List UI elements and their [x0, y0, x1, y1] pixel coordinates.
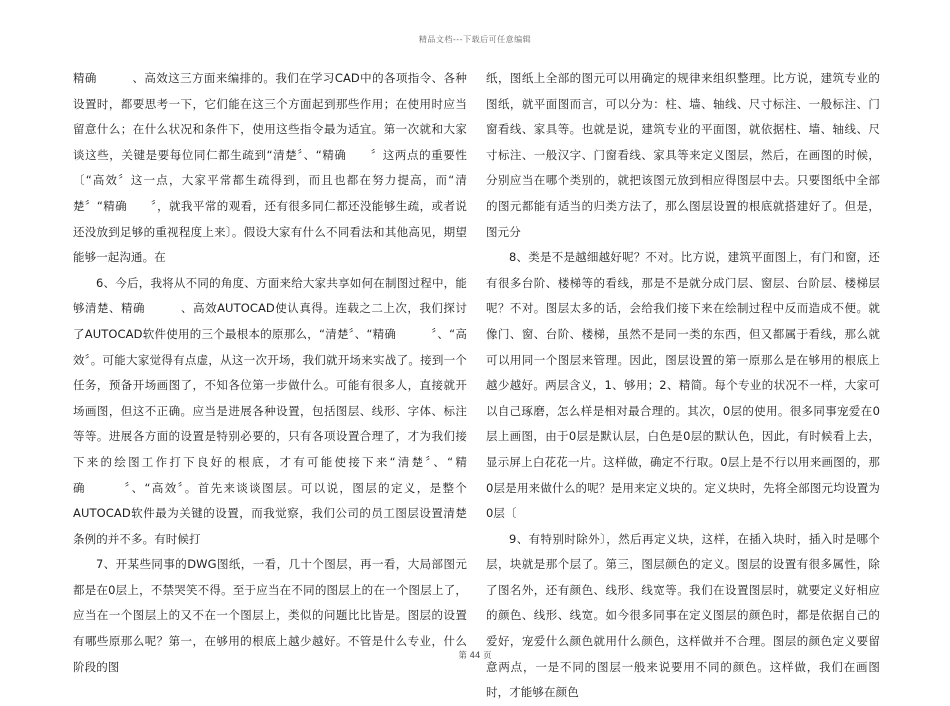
- paragraph: 8、类是不是越细越好呢？不对。比方说，建筑平面图上，有门和窗，还有很多台阶、楼梯等的看线，那是不是就分成门层、窗层、台阶层、楼梯层呢？不对。图层太多的话，会给我们接下来在绘制过程中反而造成不便。就像门、窗、台阶、楼梯，虽然不是同一类的东西，但又都属于看线，那么就可以用同一个图层来管理。因此，图层设置的第一原那么是在够用的根底上越少越好。两层含义，1、够用；2、精简。每个专业的状况不一样，大家可以自己琢磨，怎么样是相对最合理的。其次，0层的使用。很多同事宠爱在0层上画图，由于0层是默认层，白色是0层的默认色，因此，有时候看上去，显示屏上白花花一片。这样做，确定不行取。0层上是不行以用来画图的，那0层是用来做什么的呢？是用来定义块的。定义块时，先将全部图元均设置为0层〔: [486, 250, 880, 521]
- page-number: 第 44 页: [458, 651, 492, 661]
- paragraph: 精确 、高效这三方面来编排的。我们在学习CAD中的各项指令、各种设置时，都要思考一下，它们能在这三个方面起到那些作用；在使用时应当留意什么；在什么状况和条件下，使用这些指令最为适宜。第一次就和大家谈这些，关键是要每位同仁都生疏到“清楚〞、“精确 〞这两点的重要性〔“高效〞这一点，大家平常都生疏得到，而且也都在努力提高，而“清楚〞“精确 〞，就我平常的观看，还有很多同仁都还没能够生疏，或者说还没放到足够的重视程度上来〕。假设大家有什么不同看法和其他高见，期望能够一起沟通。在: [73, 71, 467, 265]
- left-column: [73, 66, 467, 680]
- paragraph: 9、有特别时除外〕，然后再定义块，这样，在插入块时，插入时是哪个层，块就是那个层了。第三，图层颜色的定义。图层的设置有很多属性，除了图名外，还有颜色、线形、线宽等。我们在设置图层时，就要定义好相应的颜色、线形、线宽。如今很多同事在定义图层的颜色时，都是依据自己的爱好，宠爱什么颜色就用什么颜色，这样做并不合理。图层的颜色定义要留意两点，一是不同的图层一般来说要用不同的颜色。这样做，我们在画图时，才能够在颜色: [486, 531, 880, 700]
- page-header: 精品文档---下载后可任意编辑: [418, 35, 532, 44]
- paragraph: 7、开某些同事的DWG图纸，一看，几十个图层，再一看，大局部图元都是在0层上，不禁哭笑不得。至于应当在不同的图层上的在一个图层上了，应当在一个图层上的又不在一个图层上，类似的问题比比皆是。图层的设置有哪些原那么呢？第一，在够用的根底上越少越好。不管是什么专业，什么阶段的图: [73, 557, 467, 674]
- paragraph: 纸，图纸上全部的图元可以用确定的规律来组织整理。比方说，建筑专业的图纸，就平面图而言，可以分为：柱、墙、轴线、尺寸标注、一般标注、门窗看线、家具等。也就是说，建筑专业的平面图，就依据柱、墙、轴线、尺寸标注、一般汉字、门窗看线、家具等来定义图层，然后，在画图的时候，分别应当在哪个类别的，就把该图元放到相应得图层中去。只要图纸中全部的图元都能有适当的归类方法了，那么图层设置的根底就搭建好了。但是，图元分: [486, 71, 880, 239]
- right-column: [486, 66, 880, 706]
- paragraph: 6、今后，我将从不同的角度、方面来给大家共享如何在制图过程中，能够清楚、精确 、高效AUTOCAD使认真得。连载之二上次，我们探讨了AUTOCAD软件使用的三个最根本的原那么，“清楚〞、“精确 〞、“高效〞。可能大家觉得有点虚，从这一次开场，我们就开场来实战了。接到一个任务，预备开场画图了，不知各位第一步做什么。可能有很多人，直接就开场画图，但这不正确。应当是进展各种设置，包括图层、线形、字体、标注等等。进展各方面的设置是特别必要的，只有各项设置合理了，才为我们接下来的绘图工作打下良好的根底，才有可能使接下来“清楚〞、“精确 〞、“高效〞。首先来谈谈图层。可以说，图层的定义，是整个AUTOCAD软件最为关键的设置，而我觉察，我们公司的员工图层设置清楚条例的并不多。有时候打: [73, 275, 467, 546]
